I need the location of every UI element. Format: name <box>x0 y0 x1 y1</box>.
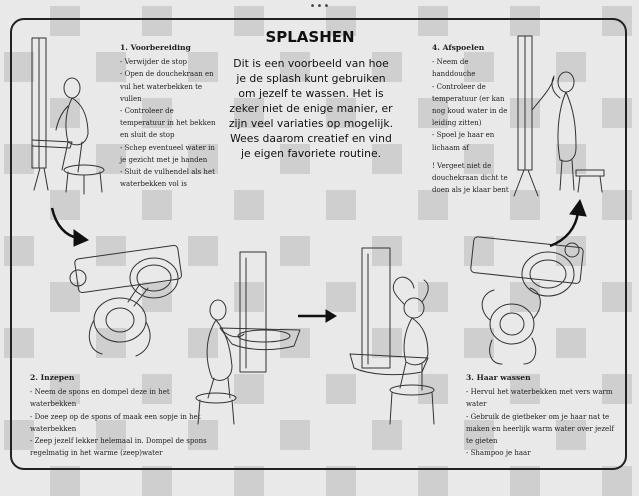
illustration-hair-top <box>462 230 592 370</box>
step-1-heading: 1. Voorbereiding <box>120 43 191 52</box>
background-tile <box>418 466 448 496</box>
step-2-line: - Doe zeep op de spons of maak een sopje in het waterbekken <box>30 412 201 433</box>
step-2-line: - Zeep jezelf lekker helemaal in. Dompel de spons regelmatig in het warme (zeep)water <box>30 437 207 458</box>
page-title: SPLASHEN <box>265 28 355 46</box>
curved-arrow-up-icon <box>546 198 590 250</box>
illustration-soaping <box>58 238 188 368</box>
illustration-preparation <box>22 30 118 200</box>
step-3-heading: 3. Haar wassen <box>466 373 531 382</box>
background-tile <box>234 466 264 496</box>
step-1-line: - Controleer de temperatuur in het bekken en sluit de stop <box>120 107 216 140</box>
illustration-hair-washing <box>330 244 450 434</box>
step-2-heading: 2. Inzepen <box>30 373 75 382</box>
step-1-line: - Open de douchekraan en vul het waterbekken te vullen <box>120 70 214 103</box>
background-tile <box>510 466 540 496</box>
background-tile <box>326 466 356 496</box>
illustration-rinsing <box>510 30 610 200</box>
step-3-line: - Shampoo je haar <box>466 449 531 458</box>
background-tile <box>142 466 172 496</box>
background-tile <box>50 466 80 496</box>
step-2-line: - Neem de spons en dompel deze in het waterbekken <box>30 388 170 409</box>
window-dots: ••• <box>309 1 331 12</box>
step-3-line: - Hervul het waterbekken met vers warm water <box>466 388 613 409</box>
step-4-heading: 4. Afspoelen <box>432 43 485 52</box>
step-4-line: - Neem de handdouche <box>432 58 476 79</box>
step-1-line: - Sluit de vulhendel als het waterbekken vol is <box>120 168 215 189</box>
step-4-rinsing <box>432 42 512 196</box>
step-1-line: - Verwijder de stop <box>120 58 188 67</box>
intro-text: Dit is een voorbeeld van hoe je de splash kunt gebruiken om jezelf te wassen. Het is zeker niet de enige manier, er zijn veel variaties op mogelijk. Wees daarom creatief en vind je eigen favoriete routine. <box>228 57 394 160</box>
background-tile <box>602 466 632 496</box>
illustration-soaping-side <box>192 248 304 428</box>
step-4-warning: ! Vergeet niet de douchekraan dicht te doen als je klaar bent <box>432 161 509 195</box>
step-1-preparation <box>120 42 216 190</box>
step-3-hair-washing <box>466 372 616 459</box>
step-2-soaping <box>30 372 210 459</box>
step-1-line: - Schep eventueel water in je gezicht met je handen <box>120 143 215 164</box>
step-4-line: - Controleer de temperatuur (er kan nog koud water in de leiding zitten) <box>432 82 508 128</box>
step-4-line: - Spoel je haar en lichaam af <box>432 131 495 152</box>
curved-arrow-down-icon <box>48 204 92 248</box>
step-3-line: - Gebruik de gietbeker om je haar nat te maken en heerlijk warm water over jezelf te gieten <box>466 412 614 446</box>
